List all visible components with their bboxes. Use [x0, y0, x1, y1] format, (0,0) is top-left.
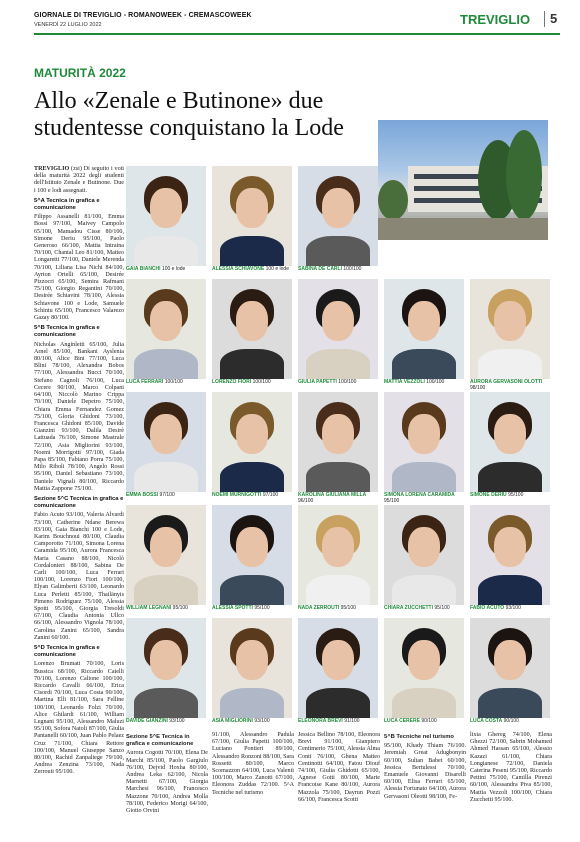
face: [494, 640, 526, 680]
student-portrait: [126, 392, 206, 500]
portrait-caption: [212, 266, 292, 272]
page-header: [0, 0, 580, 62]
shoulders: [392, 462, 456, 492]
student-portrait: [298, 392, 378, 504]
student-name: CHIARA ZUCCHETTI: [384, 605, 433, 611]
student-portrait: [126, 166, 206, 274]
student-name: ALESSIA SCHIAVONE: [212, 266, 265, 272]
face: [236, 414, 268, 454]
student-grade: 93/100: [254, 718, 270, 724]
student-name: WILLIAM LEGNANI: [126, 605, 172, 611]
face: [494, 301, 526, 341]
shoulders: [220, 236, 284, 266]
face: [236, 188, 268, 228]
face: [494, 527, 526, 567]
student-name: NOEMI MURNIGOTTI: [212, 492, 262, 498]
portrait-caption: [384, 492, 464, 504]
student-name: LUCA COSTA: [470, 718, 503, 724]
student-grade: 100/100: [252, 379, 271, 385]
portrait-caption: [298, 379, 378, 385]
face: [494, 414, 526, 454]
class-results: 95/100, Khady Thiam 76/100. Jeremiah Great Adugbonyin 60/100, Sultan Babet 60/100, Jessica Bertulessi 70/100, Emanuele Giovanni Disarelli 60/100, Elisa Ferrari 65/100, Alessia Fortunato 64/100, Aurora Gervasoni Oleotti 98/100, Fe-: [384, 743, 466, 800]
portrait-caption: [470, 718, 550, 724]
student-grade: 100/100: [338, 379, 357, 385]
class-heading: 5^B Tecnica in grafica e comunicazione: [34, 325, 100, 339]
results-column: [298, 732, 380, 806]
portrait-caption: [470, 379, 550, 391]
portrait-caption: [298, 718, 378, 724]
portrait-caption: [212, 492, 292, 498]
student-grade: 95/100: [508, 492, 524, 498]
portrait-caption: [470, 605, 550, 611]
student-grade: 93/100: [505, 605, 521, 611]
face: [236, 301, 268, 341]
face: [150, 301, 182, 341]
student-name: LORENZO FIORI: [212, 379, 252, 385]
shoulders: [306, 462, 370, 492]
face: [322, 188, 354, 228]
face: [236, 640, 268, 680]
shoulders: [220, 575, 284, 605]
shoulders: [392, 349, 456, 379]
student-grade: 100 e lode: [265, 266, 289, 272]
portrait-photo: [384, 392, 464, 492]
student-grade: 96/100: [298, 498, 314, 504]
student-portrait: [212, 392, 292, 500]
portrait-photo: [212, 279, 292, 379]
publication-name: GIORNALE DI TREVIGLIO - ROMANOWEEK - CREMASCOWEEK: [34, 12, 252, 19]
ground: [378, 218, 548, 240]
shoulders: [306, 349, 370, 379]
tree: [506, 130, 542, 220]
class-heading: Sezione 5^E Tecnica in grafica e comunicazione: [126, 734, 194, 748]
portrait-caption: [298, 605, 378, 611]
results-column: [470, 732, 552, 806]
student-grade: 100/100: [164, 379, 183, 385]
student-portrait: [298, 505, 378, 613]
portrait-photo: [212, 618, 292, 718]
student-grade: 100 e lode: [161, 266, 186, 272]
portrait-photo: [384, 279, 464, 379]
portrait-photo: [384, 505, 464, 605]
class-results: Lorenzo Brumati 70/100, Loris Bussica 68/100, Riccardo Caielli 70/100, Lorenzo Calione 100/100, Riccardo Cavalli 66/100, Erica Cisordi 70/100, Luca Costa 90/100, Martina Elli 81/100, Sara Felline 100/100, Leonardo Folzi 70/100, Alice Ghilardi 61/100, William Legnani 95/100, Alessandro Maluzi 95/100, Sofora Natoli 87/100, Giulia Pantanelli 60/100, Juan Pablo Pelaez Cruz 71/100, Chiara Rettore 100/100, Manuel Giuseppe Sanzo 80/100, Rachid Zanpaliege 79/100, Andrea Zenzina 73/100, Nada Zerrouti 95/100.: [34, 661, 124, 776]
student-portrait: [212, 279, 292, 387]
shoulders: [134, 349, 198, 379]
results-column: [126, 732, 208, 817]
portrait-caption: [212, 605, 292, 611]
portrait-caption: [212, 718, 292, 724]
issue-date: VENERDÌ 22 LUGLIO 2022: [34, 22, 102, 28]
portrait-caption: [126, 492, 206, 498]
student-grade: 98/100: [470, 385, 486, 391]
shoulders: [134, 575, 198, 605]
page-number: 5: [544, 11, 566, 27]
class-heading: 5^D Tecnica in grafica e comunicazione: [34, 645, 100, 659]
face: [322, 414, 354, 454]
results-column: [384, 732, 466, 803]
student-portrait: [384, 505, 464, 613]
student-grade: 95/100: [172, 605, 188, 611]
class-results: Fabio Acuto 93/100, Valeria Alvardi 73/100, Catherine Ndane Berewa 83/100, Gaia Bianchi 100 e Lode, Karim Bouchnoui 80/100, Claudia Camporotto 71/100, Simona Lorena Caramida 95/100, Aurora Francesca Maria Casano 88/100, Nicolò Cordalonieri 88/100, Sabina De Carli 100/100, Luca Ferrari 100/100, Lorenzo Fiori 100/100, Elyan Galimberti 63/100, Leonardo Luca Perletti 85/100, Thailänyis Pimeno Rodriguez 75/100, Alessia Spotti 95/100, Giorgia Tresoldi 67/100, Claudia Antonia Ullco 66/100, Alessandro Vignola 78/100, Carolina Zanini 65/100, Sandra Zanini 60/100.: [34, 512, 124, 641]
face: [408, 640, 440, 680]
student-name: LUCA FERRARI: [126, 379, 164, 385]
student-portrait: [470, 279, 550, 391]
shoulders: [392, 688, 456, 718]
student-portrait: [212, 618, 292, 726]
student-grade: 95/100: [384, 498, 400, 504]
student-grade: 97/100: [159, 492, 175, 498]
portrait-caption: [126, 718, 206, 724]
face: [150, 527, 182, 567]
class-results: Aurora Cogotti 70/100, Elena De Marchi 85/100, Paolo Gargiulo 76/100, Dejvid Hoxha 80/100, Andrea Leka 62/100, Nicola Marnetti 67/100, Giorgia Marchesi 96/100, Francesco Mazzone 70/100, Andrea Molla 78/100, Federico Morigi 64/100, Giotto Orvini: [126, 750, 208, 815]
shoulders: [306, 236, 370, 266]
shoulders: [220, 688, 284, 718]
student-portrait: [298, 279, 378, 387]
student-name: LUCA CERERE: [384, 718, 420, 724]
class-results: Nicholas Anginletti 65/100, Julia Arnel 85/100, Bankani Ayslenia 80/100, Alice Bini 77/100, Luca Blini 78/100, Alexandra Bobos 77/100, Alessandra Bucci 70/100, Stefano Cagnoli 76/100, Luca Cecere 90/100, Marco Colpani 64/100, Niccolò Marino Crippa 70/100, Daniele Depetro 75/100, Chiara Emma Fernandez Gomez 75/100, Gloria Ghidoni 73/100, Francesca Ghidoni 85/100, Davide Gianzini 93/100, Dalila Desirè Lattuada 76/100, Simone Mastrale 72/100, Asia Migliorini 93/100, Noemi Morrigotti 97/100, Giada Papa 85/100, Fabiano Porra 75/100, Milo Riboli 78/100, Angelo Rossi 95/100, Daniel Sebastiano 73/100, Daniele Vignali 80/100, Riccardo Mattia Zappone 75/100.: [34, 341, 124, 492]
portrait-photo: [298, 166, 378, 266]
shoulders: [220, 349, 284, 379]
intro-paragraph: [34, 166, 124, 195]
student-grade: 100/100: [426, 379, 445, 385]
student-portrait: [126, 505, 206, 613]
face: [322, 640, 354, 680]
student-name: GIULIA PAPETTI: [298, 379, 337, 385]
student-portrait: [384, 618, 464, 726]
portrait-photo: [298, 392, 378, 492]
face: [150, 188, 182, 228]
shoulders: [478, 349, 542, 379]
student-grade: 97/100: [262, 492, 279, 498]
class-results: Jessica Bellino 78/100, Eleonora Brevi 91/100, Gianpiero Centimerio 75/100, Alessia Alma Conti 76/100, Ghena Matteo Centinotti 64/100, Fatou Diouf 74/100, Giulia Ghidotti 65/100, Agnese Gotti 80/100, Marie Francoise Kane 80/100, Aurora Mazzola 75/100, Dayrun Pozzi 66/100, Francesca Scotti: [298, 732, 380, 803]
portrait-caption: [384, 379, 464, 385]
student-grade: 90/100: [421, 718, 437, 724]
portrait-caption: [384, 718, 464, 724]
portrait-photo: [298, 618, 378, 718]
class-heading: Sezione 5^C Tecnica in grafica e comunicazione: [34, 495, 124, 510]
portrait-photo: [384, 618, 464, 718]
student-grade: 91/100: [344, 718, 360, 724]
shoulders: [134, 236, 198, 266]
class-results: Filippo Assanelli 81/100, Emma Bossi 97/100, Maivey Campolo 65/100, Mamadou Cisse 80/100, Simone Deriu 95/100, Paolo Generoso 66/100, Mattia Intraina 70/100, Chantal Leo 81/100, Matteo Longaretti 77/100, Daniele Merenda 70/100, Liliana Lisa Nichi 84/100, Ayrton Ortelli 65/100, Desirée Pizzocri 65/100, Semira Rafmani 75/100, Giorgio Regantini 70/100, Desirée Schiavini 78/100, Alessia Schiavone 100 e Lode, Samuele Schintu 65/100, Francesco Valarezo Gazay 80/100.: [34, 214, 124, 322]
header-rule: [34, 33, 560, 35]
face: [408, 527, 440, 567]
face: [408, 414, 440, 454]
portrait-photo: [470, 392, 550, 492]
portrait-photo: [212, 166, 292, 266]
student-name: SIMONE DERIU: [470, 492, 507, 498]
shoulders: [306, 688, 370, 718]
town-section-title: TREVIGLIO: [460, 12, 531, 27]
shoulders: [134, 462, 198, 492]
student-name: NADA ZERROUTI: [298, 605, 340, 611]
student-portrait: [126, 618, 206, 726]
class-heading: 5^A Tecnica in grafica e comunicazione: [34, 197, 100, 212]
portrait-caption: [126, 379, 206, 385]
shoulders: [134, 688, 198, 718]
face: [322, 301, 354, 341]
student-portrait: [470, 618, 550, 726]
student-grade: 93/100: [169, 718, 185, 724]
student-grade: 95/100: [434, 605, 450, 611]
portrait-photo: [298, 505, 378, 605]
portrait-caption: [212, 379, 292, 385]
class-heading: 5^B Tecniche nel turismo: [384, 734, 454, 740]
portrait-photo: [126, 279, 206, 379]
shoulders: [392, 575, 456, 605]
face: [150, 640, 182, 680]
student-portrait: [212, 505, 292, 613]
student-grade: 90/100: [503, 718, 519, 724]
school-building-photo: [378, 120, 548, 240]
portrait-photo: [126, 392, 206, 492]
portrait-caption: [298, 492, 378, 504]
portrait-photo: [126, 166, 206, 266]
portrait-photo: [212, 505, 292, 605]
portrait-caption: [298, 266, 378, 272]
student-grade: 95/100: [254, 605, 270, 611]
student-name: MATTIA VEZZOLI: [384, 379, 425, 385]
student-portrait: [212, 166, 292, 274]
student-name: ALESSIA SPOTTI: [212, 605, 253, 611]
student-portrait: [126, 279, 206, 387]
portrait-photo: [298, 279, 378, 379]
face: [408, 301, 440, 341]
student-name: EMMA BOSSI: [126, 492, 159, 498]
face: [236, 527, 268, 567]
portrait-photo: [470, 279, 550, 379]
student-name: SABINA DE CARLI: [298, 266, 342, 272]
class-results: 91/100, Alessandro Padula 67/100, Giulia Papetti 100/100, Luciano Pontieri 89/100, Alessandro Ronzoni 88/100, Sara Rossetti 80/100, Marco Scomazzon 64/100, Luca Valenti 100/100, Marco Zanotti 67/100, Eleonora Zuddas 72/100. 5^A Tecniche nel turismo: [212, 732, 294, 796]
student-name: AURORA GERVASONI OLOTTI: [470, 379, 543, 385]
intro-lead: TREVIGLIO: [34, 166, 70, 172]
portrait-photo: [126, 505, 206, 605]
student-name: FABIO ACUTO: [470, 605, 505, 611]
portrait-photo: [126, 618, 206, 718]
portrait-caption: [126, 266, 206, 272]
portrait-photo: [212, 392, 292, 492]
portrait-photo: [470, 505, 550, 605]
student-grade: 95/100: [340, 605, 356, 611]
student-name: SIMONA LORENA CARAMIDA: [384, 492, 455, 498]
student-name: DAVIDE GIANZINI: [126, 718, 168, 724]
face: [150, 414, 182, 454]
student-portrait: [298, 166, 378, 274]
intro-text: (zsi) Di seguito i voti della maturità 2022 degli studenti dell'Istituto Zenale e Butinone. Due i 100 e lodi assegnati.: [34, 166, 125, 194]
student-name: GAIA BIANCHI: [126, 266, 161, 272]
portrait-caption: [384, 605, 464, 611]
student-portrait: [298, 618, 378, 726]
section-label: MATURITÀ 2022: [34, 66, 126, 80]
student-portrait: [470, 505, 550, 613]
shoulders: [478, 575, 542, 605]
article-headline: Allo «Zenale e Butinone» due studentesse conquistano la Lode: [34, 88, 344, 141]
student-portrait: [384, 392, 464, 504]
student-name: KAROLINA GIULIANA MILLA: [298, 492, 367, 498]
student-portrait: [470, 392, 550, 500]
results-left-column: [34, 166, 124, 779]
shoulders: [478, 462, 542, 492]
results-column: [212, 732, 294, 799]
student-name: ELEONORA BREVI: [298, 718, 343, 724]
tree: [378, 180, 408, 220]
shoulders: [220, 462, 284, 492]
portrait-photo: [470, 618, 550, 718]
shoulders: [478, 688, 542, 718]
student-name: ASIA MIGLIORINI: [212, 718, 253, 724]
shoulders: [306, 575, 370, 605]
student-portrait: [384, 279, 464, 387]
portrait-caption: [126, 605, 206, 611]
class-results: lixia Ghereg 74/100, Elena Ghezzi 72/100, Sabrin Mohamed Ahmed Hassan 65/100, Alessio Kazazi 61/100, Chiara Longianese 72/100, Daniela Caterina Peseni 95/100, Riccardo Pettini 75/100, Camilla Pirenzi 60/100, Alessandra Piva 85/100, Mattia Vezzoli 100/100, Chiara Zucchetti 95/100.: [470, 732, 552, 803]
face: [322, 527, 354, 567]
portrait-caption: [470, 492, 550, 498]
student-grade: 100/100: [343, 266, 362, 272]
